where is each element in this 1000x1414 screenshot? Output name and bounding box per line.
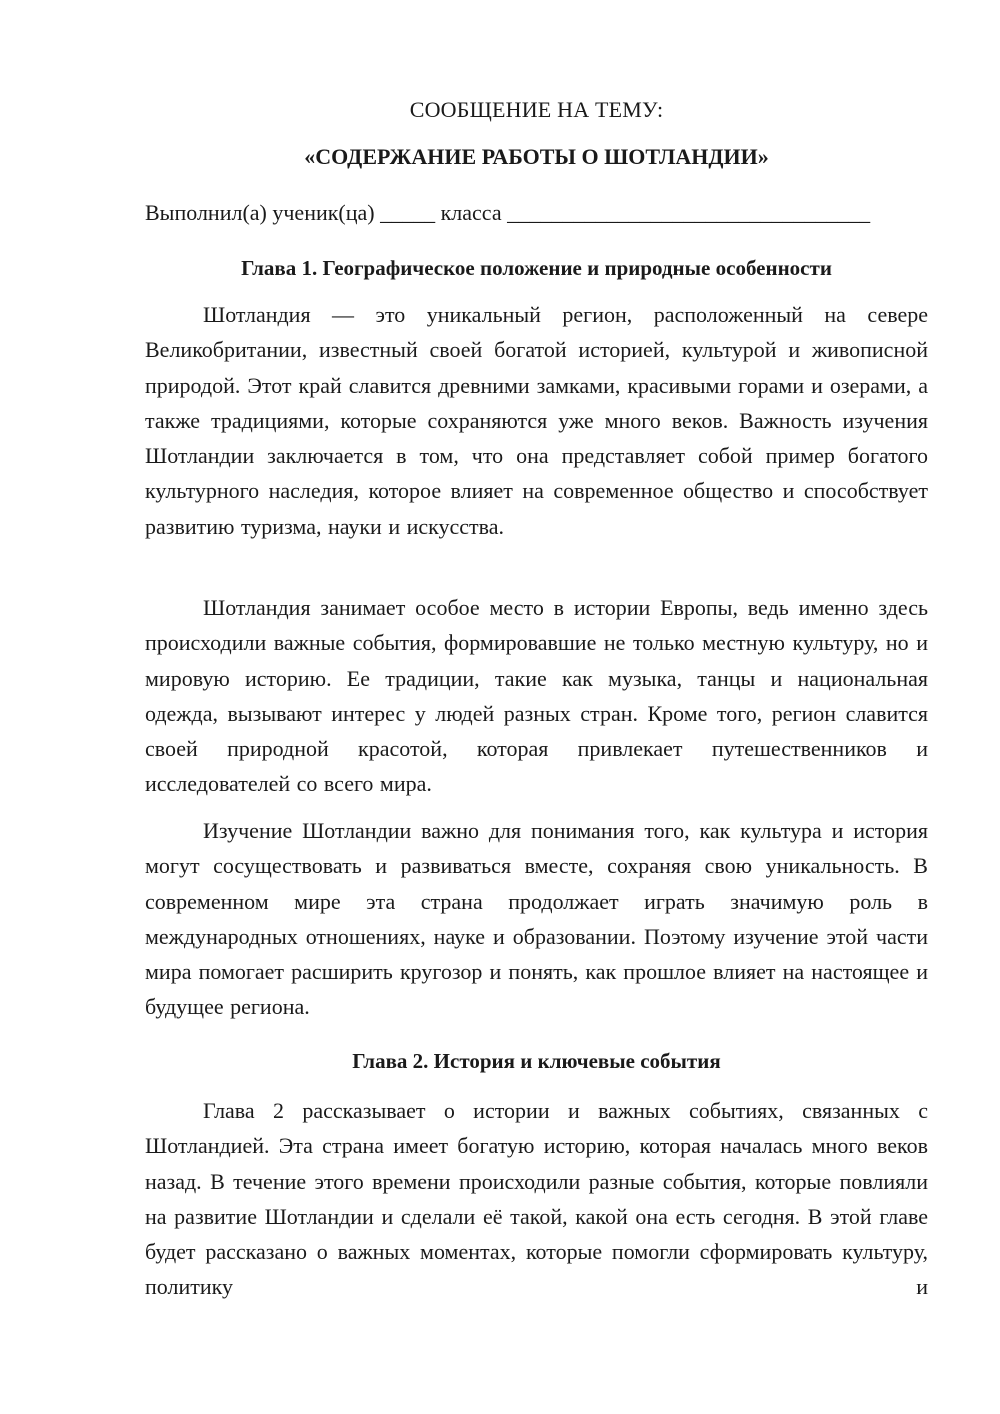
- chapter2-paragraph-1: Глава 2 рассказывает о истории и важных событиях, связанных с Шотландией. Эта страна имеет богатую историю, которая началась много веков назад. В течение этого времени происходили разные события, которые повлияли на развитие Шотландии и сделали её такой, какой она есть сегодня. В этой главе будет рассказано о важных моментах, которые помогли сформировать культуру, политику и: [145, 1098, 928, 1300]
- author-line: Выполнил(а) ученик(ца) _____ класса _________________________________: [145, 200, 871, 225]
- chapter1-paragraph-2: Шотландия занимает особое место в истории Европы, ведь именно здесь происходили важные события, формировавшие не только местную культуру, но и мировую историю. Ее традиции, такие как музыка, танцы и национальная одежда, вызывают интерес у людей разных стран. Кроме того, регион славится своей природной красотой, которая привлекает путешественников и исследователей со всего мира.: [145, 595, 928, 797]
- chapter1-heading: Глава 1. Географическое положение и природные особенности: [241, 256, 832, 280]
- chapter1-paragraph-1: Шотландия — это уникальный регион, расположенный на севере Великобритании, известный своей богатой историей, культурой и живописной природой. Этот край славится древними замками, красивыми горами и озерами, а также традициями, которые сохраняются уже много веков. Важность изучения Шотландии заключается в том, что она представляет собой пример богатого культурного наследия, которое влияет на современное общество и способствует развитию туризма, науки и искусства.: [145, 302, 928, 539]
- chapter1-paragraph-3: Изучение Шотландии важно для понимания того, как культура и история могут сосуществовать и развиваться вместе, сохраняя свою уникальность. В современном мире эта страна продолжает играть значимую роль в международных отношениях, науке и образовании. Поэтому изучение этой части мира помогает расширить кругозор и понять, как прошлое влияет на настоящее и будущее региона.: [145, 818, 928, 1020]
- chapter2-heading: Глава 2. История и ключевые события: [352, 1049, 721, 1073]
- document-title-line1: СООБЩЕНИЕ НА ТЕМУ:: [409, 97, 664, 122]
- document-title-line2: «СОДЕРЖАНИЕ РАБОТЫ О ШОТЛАНДИИ»: [304, 144, 769, 169]
